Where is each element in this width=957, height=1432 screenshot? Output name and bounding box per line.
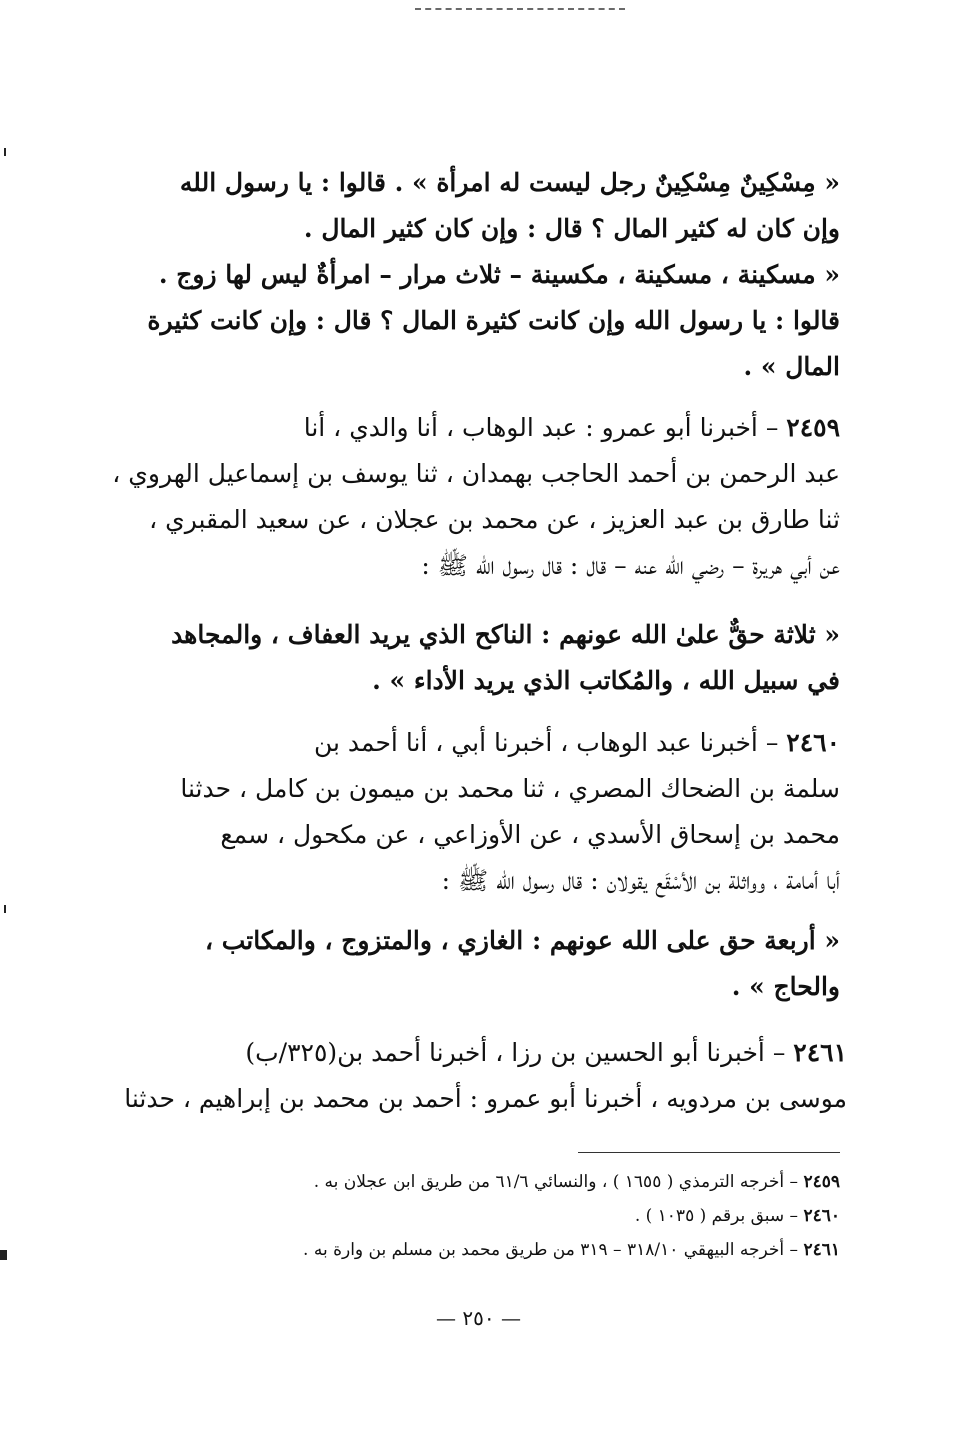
text-line: « ثلاثة حقٌّ علىٰ الله عونهم : الناكح الذي يريد العفاف ، والمجاهد (171, 620, 840, 649)
text-line: « مِسْكِينٌ مِسْكِينٌ رجل ليست له امرأة » . قالوا : يا رسول الله (179, 168, 840, 197)
scan-mark-left-1 (4, 148, 6, 156)
text-line: عن أبي هريرة – رضي الله عنه – قال : قال رسول الله ﷺ : (421, 551, 840, 580)
footnote-separator (578, 1152, 840, 1153)
footnote-item (120, 1233, 840, 1267)
hadith-2460-matn (112, 918, 840, 1010)
text-line: محمد بن إسحاق الأسدي ، عن الأوزاعي ، عن مكحول ، سمع (220, 820, 840, 849)
text-line (112, 405, 840, 451)
text-line (105, 1030, 847, 1076)
text-line: سلمة بن الضحاك المصري ، ثنا محمد بن ميمون بن كامل ، حدثنا (180, 774, 840, 803)
footnote-item (120, 1199, 840, 1233)
footnotes (120, 1165, 840, 1267)
footnote-text: – أخرجه الترمذي ( ١٦٥٥ ) ، والنسائي ٦١/٦ من طريق ابن عجلان به . (313, 1172, 799, 1192)
text-line: والحاج » . (731, 972, 840, 1001)
page-number: — ٢٥٠ — (436, 1306, 521, 1330)
footnote-number: ٢٤٥٩ (803, 1172, 840, 1192)
hadith-number: ٢٤٦١ (793, 1038, 847, 1067)
scan-mark-left-3 (0, 1250, 7, 1260)
text-line: قالوا : يا رسول الله وإن كانت كثيرة المال ؟ قال : وإن كانت كثيرة (147, 306, 840, 335)
text-line (112, 720, 840, 766)
text-line: « مسكينة ، مسكينة ، مكسينة – ثلاث مرار – امرأةٌ ليس لها زوج . (158, 260, 840, 289)
hadith-2459-matn (112, 612, 840, 704)
text-line: « أربعة حق على الله عونهم : الغازي ، والمتزوج ، والمكاتب ، (204, 926, 840, 955)
text-line: ثنا طارق بن عبد العزيز ، عن محمد بن عجلان ، عن سعيد المقبري ، (149, 505, 840, 534)
text-segment: – أخبرنا عبد الوهاب ، أخبرنا أبي ، أنا أحمد بن (313, 728, 779, 757)
text-line: المال » . (743, 352, 840, 381)
hadith-2459-isnad (112, 405, 840, 589)
footnote-text: – سبق برقم ( ١٠٣٥ ) . (634, 1206, 799, 1226)
footnote-number: ٢٤٦٠ (803, 1206, 840, 1226)
hadith-number: ٢٤٥٩ (786, 413, 840, 442)
text-segment: – أخبرنا أبو عمرو : عبد الوهاب ، أنا والدي ، أنا (303, 413, 779, 442)
scan-mark-left-2 (4, 905, 6, 913)
footnote-text: – أخرجه البيهقي ٣١٨/١٠ – ٣١٩ من طريق محمد بن مسلم بن وارة به . (303, 1240, 799, 1260)
text-line: موسى بن مردويه ، أخبرنا أبو عمرو : أحمد بن محمد بن إبراهيم ، حدثنا (124, 1084, 847, 1113)
footnote-item (120, 1165, 840, 1199)
text-line: وإن كان له كثير المال ؟ قال : وإن كان كثير المال . (303, 214, 840, 243)
text-line: في سبيل الله ، والمُكاتب الذي يريد الأداء » . (372, 666, 840, 695)
text-segment: – أخبرنا أبو الحسين بن رزا ، أخبرنا أحمد بن(٣٢٥/ب) (245, 1038, 786, 1067)
hadith-2458-tail (112, 160, 840, 390)
hadith-2461-isnad (105, 1030, 847, 1122)
header-dashed-line (415, 8, 625, 10)
hadith-2460-isnad (112, 720, 840, 904)
text-line: أبا أمامة ، وواثلة بن الأسْقَع يقولان : قال رسول الله ﷺ : (441, 866, 840, 895)
hadith-number: ٢٤٦٠ (786, 728, 840, 757)
footnote-number: ٢٤٦١ (803, 1240, 840, 1260)
text-line: عبد الرحمن بن أحمد الحاجب بهمدان ، ثنا يوسف بن إسماعيل الهروي ، (112, 459, 840, 488)
